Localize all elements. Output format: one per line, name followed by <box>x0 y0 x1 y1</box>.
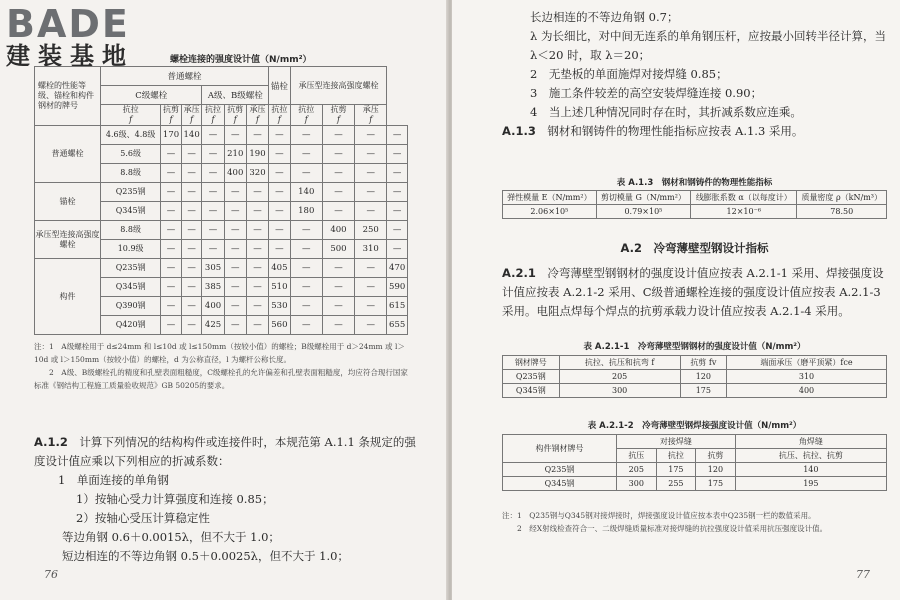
table-cell: 12×10⁻⁶ <box>691 205 797 219</box>
table-cell: — <box>202 183 224 202</box>
table-cell: — <box>290 221 322 240</box>
table-cell: 175 <box>656 463 696 477</box>
clause-number: A.1.2 <box>34 435 68 449</box>
clause-number: A.1.3 <box>502 124 536 138</box>
table-cell: — <box>202 240 224 259</box>
header-cell: 普通螺栓 <box>101 67 269 86</box>
table-body <box>35 126 408 335</box>
table-cell: 205 <box>617 463 657 477</box>
table-cell: — <box>224 316 246 335</box>
symbol: f <box>129 115 133 124</box>
note: 2 A级、B级螺栓孔的精度和孔壁表面粗糙度，C级螺栓孔的允许偏差和孔壁表面粗糙度，均应符合现行国家标准《钢结构工程施工质量验收规范》GB 50205的要求。 <box>34 368 408 390</box>
table-cell: — <box>290 240 322 259</box>
table-cell: 615 <box>387 297 408 316</box>
header-cell: 抗拉 <box>656 449 696 463</box>
table-cell: 530 <box>269 297 291 316</box>
table-caption: 表 A.1.3 钢材和钢铸件的物理性能指标 <box>616 178 773 188</box>
table-cell: 310 <box>355 240 387 259</box>
bolt-strength-table <box>34 66 408 335</box>
table-cell: — <box>224 183 246 202</box>
table-cell: 300 <box>559 384 680 398</box>
header-cell: 抗剪 <box>330 105 347 114</box>
list-item: 1 单面连接的单角钢 <box>58 473 169 487</box>
table-row <box>503 477 887 491</box>
table-cell: 400 <box>322 221 354 240</box>
table-cell: 8.8级 <box>101 164 161 183</box>
logo <box>6 2 176 70</box>
symbol: f <box>211 115 215 124</box>
table-cell: — <box>161 164 182 183</box>
table-cell: 560 <box>269 316 291 335</box>
table-cell: 4.6级、4.8级 <box>101 126 161 145</box>
table-cell: — <box>246 202 268 221</box>
header-cell: 螺栓的性能等级、锚栓和构件钢材的牌号 <box>35 67 101 126</box>
table-cell: — <box>224 240 246 259</box>
table-cell: — <box>387 240 408 259</box>
table-cell: — <box>290 297 322 316</box>
table-cell: — <box>387 202 408 221</box>
table-cell: — <box>181 164 202 183</box>
table-cell: 180 <box>290 202 322 221</box>
table-cell: 425 <box>202 316 224 335</box>
header-cell: 抗拉 <box>298 105 315 114</box>
list-item: 3 施工条件较差的高空安装焊缝连接 0.90； <box>530 86 763 100</box>
table-cell: 5.6级 <box>101 145 161 164</box>
table-cell: — <box>181 278 202 297</box>
header-cell: 抗拉 <box>205 105 222 114</box>
table-cell: — <box>269 164 291 183</box>
table-caption: 螺栓连接的强度设计值（N/mm²） <box>170 55 312 65</box>
table-cell: — <box>202 145 224 164</box>
table-cell: — <box>387 183 408 202</box>
table-cell: 2.06×10⁵ <box>503 205 597 219</box>
table-cell: Q235钢 <box>101 183 161 202</box>
logo-text-cn: 建装基地 <box>6 42 134 70</box>
clause-text: 计算下列情况的结构构件或连接件时，本规范第 A.1.1 条规定的强度设计值应乘以下列相应的折减系数： <box>34 435 416 468</box>
table-cell: — <box>355 183 387 202</box>
table-cell: — <box>181 145 202 164</box>
group-cell: 构件 <box>35 259 101 335</box>
header-cell: 抗剪 <box>696 449 736 463</box>
physical-properties-table <box>502 190 887 219</box>
table-cell: — <box>269 240 291 259</box>
note: 2 经X射线检查符合一、二级焊缝质量标准对接焊缝的抗拉强度设计值采用抗压强度设计值。 <box>502 524 828 533</box>
table-cell: — <box>355 297 387 316</box>
list-item: 等边角钢 0.6＋0.0015λ，但不大于 1.0； <box>62 530 280 544</box>
table-cell: — <box>290 126 322 145</box>
list-item: 1）按轴心受力计算强度和连接 0.85； <box>76 492 274 506</box>
header-cell: 质量密度 ρ（kN/m³） <box>797 191 887 205</box>
table-cell: — <box>246 221 268 240</box>
table-cell: — <box>224 259 246 278</box>
symbol: f <box>336 115 340 124</box>
header-cell: 线膨胀系数 α（以每度计） <box>691 191 797 205</box>
table-cell: — <box>269 221 291 240</box>
steel-strength-table <box>502 355 887 398</box>
header-cell: 承压 <box>362 105 379 114</box>
header-cell: 抗拉 <box>122 105 139 114</box>
table-cell: 140 <box>735 463 886 477</box>
table-cell: 310 <box>727 370 887 384</box>
table-cell: 175 <box>696 477 736 491</box>
table-notes <box>34 340 414 392</box>
group-cell: 锚栓 <box>35 183 101 221</box>
symbol: f <box>369 115 373 124</box>
table-cell: — <box>246 297 268 316</box>
table-cell: — <box>161 183 182 202</box>
table-cell: 405 <box>269 259 291 278</box>
table-cell: — <box>181 183 202 202</box>
left-page <box>0 0 448 600</box>
table-cell: Q345钢 <box>503 384 560 398</box>
table-cell: — <box>322 126 354 145</box>
table-cell: 0.79×10⁵ <box>596 205 690 219</box>
right-page <box>452 0 900 600</box>
table-caption: 表 A.2.1-1 冷弯薄壁型钢钢材的强度设计值（N/mm²） <box>583 342 806 352</box>
table-cell: — <box>161 221 182 240</box>
table-cell: 400 <box>202 297 224 316</box>
list-item: 2 无垫板的单面施焊对接焊缝 0.85； <box>530 67 728 81</box>
header-cell: 剪切模量 G（N/mm²） <box>596 191 690 205</box>
table-cell: — <box>355 126 387 145</box>
header-cell: 抗压 <box>617 449 657 463</box>
table-caption: 表 A.2.1-2 冷弯薄壁型钢焊接强度设计值（N/mm²） <box>587 421 802 431</box>
table-cell: — <box>202 164 224 183</box>
table-cell: 385 <box>202 278 224 297</box>
table-cell: — <box>355 164 387 183</box>
page-number: 76 <box>44 568 58 581</box>
table-cell: — <box>322 145 354 164</box>
table-cell: 250 <box>355 221 387 240</box>
table-cell: Q235钢 <box>503 370 560 384</box>
table-row <box>35 126 408 145</box>
clause-continued <box>502 8 887 141</box>
table-cell: 300 <box>617 477 657 491</box>
weld-strength-table <box>502 434 887 491</box>
table-cell: 510 <box>269 278 291 297</box>
symbol: f <box>169 115 173 124</box>
table-cell: — <box>202 202 224 221</box>
table-cell: — <box>224 278 246 297</box>
clause-a112 <box>34 433 424 566</box>
table-cell: 120 <box>696 463 736 477</box>
table-cell: 305 <box>202 259 224 278</box>
table-cell: — <box>224 202 246 221</box>
table-cell: — <box>322 259 354 278</box>
table-cell: — <box>246 126 268 145</box>
section-heading: A.2 冷弯薄壁型钢设计指标 <box>620 241 769 255</box>
table-row <box>503 370 887 384</box>
table-cell: — <box>161 316 182 335</box>
table-cell: — <box>355 202 387 221</box>
table-cell: 10.9级 <box>101 240 161 259</box>
table-cell: — <box>355 316 387 335</box>
table-notes <box>502 509 887 535</box>
group-cell: 普通螺栓 <box>35 126 101 183</box>
table-cell: — <box>269 145 291 164</box>
clause-text: 冷弯薄壁型钢钢材的强度设计值应按表 A.2.1-1 采用、焊接强度设计值应按表 A.2.1-2 采用、C级普通螺栓连接的强度设计值应按表 A.2.1-3 采用。电阻点焊每个焊点的抗剪承载力设计值应按表 A.2.1-4 采用。 <box>502 266 884 318</box>
table-cell: — <box>322 297 354 316</box>
table-cell: — <box>181 221 202 240</box>
table-cell: — <box>322 278 354 297</box>
table-row <box>503 463 887 477</box>
header-cell: 钢材牌号 <box>503 356 560 370</box>
table-cell: 205 <box>559 370 680 384</box>
table-row <box>35 183 408 202</box>
table-cell: — <box>290 259 322 278</box>
header-cell: 对接焊缝 <box>617 435 736 449</box>
table-cell: 320 <box>246 164 268 183</box>
table-cell: — <box>224 221 246 240</box>
table-cell: — <box>387 164 408 183</box>
header-cell: A级、B级螺栓 <box>202 86 269 105</box>
table-row <box>35 259 408 278</box>
table-cell: — <box>161 240 182 259</box>
table-cell: — <box>355 278 387 297</box>
header-cell: 抗压、抗拉、抗剪 <box>735 449 886 463</box>
clause-number: A.2.1 <box>502 266 536 280</box>
table-cell: — <box>387 221 408 240</box>
symbol: f <box>190 115 194 124</box>
table-cell: — <box>181 202 202 221</box>
table-cell: — <box>322 316 354 335</box>
group-cell: 承压型连接高强度螺栓 <box>35 221 101 259</box>
table-cell: — <box>246 240 268 259</box>
table-cell: — <box>387 145 408 164</box>
table-cell: 170 <box>161 126 182 145</box>
table-cell: 210 <box>224 145 246 164</box>
table-row <box>35 221 408 240</box>
table-cell: 140 <box>290 183 322 202</box>
table-cell: 655 <box>387 316 408 335</box>
table-cell: — <box>290 164 322 183</box>
table-cell: — <box>290 316 322 335</box>
table-cell: Q390钢 <box>101 297 161 316</box>
header-cell: 构件钢材牌号 <box>503 435 617 463</box>
list-item: 2）按轴心受压计算稳定性 <box>76 511 210 525</box>
list-item: 4 当上述几种情况同时存在时，其折减系数应连乘。 <box>530 105 802 119</box>
table-cell: — <box>161 259 182 278</box>
table-cell: 470 <box>387 259 408 278</box>
header-cell: 抗拉、抗压和抗弯 f <box>559 356 680 370</box>
table-cell: Q345钢 <box>101 202 161 221</box>
header-cell: 弹性模量 E（N/mm²） <box>503 191 597 205</box>
table-cell: — <box>322 202 354 221</box>
list-item: 短边相连的不等边角钢 0.5＋0.0025λ，但不大于 1.0； <box>62 549 349 563</box>
table-cell: Q345钢 <box>503 477 617 491</box>
table-cell: — <box>269 183 291 202</box>
symbol: f <box>277 115 281 124</box>
header-cell: 抗剪 fv <box>680 356 726 370</box>
table-cell: Q345钢 <box>101 278 161 297</box>
header-cell: 承压 <box>249 105 266 114</box>
clause-text: 钢材和钢铸件的物理性能指标应按表 A.1.3 采用。 <box>547 124 804 138</box>
header-cell: 抗剪 <box>227 105 244 114</box>
table-cell: 500 <box>322 240 354 259</box>
symbol: f <box>256 115 259 124</box>
table-cell: — <box>181 316 202 335</box>
table-cell: Q420钢 <box>101 316 161 335</box>
table-cell: — <box>322 164 354 183</box>
table-cell: — <box>181 240 202 259</box>
symbol: f <box>304 115 308 124</box>
table-cell: — <box>202 126 224 145</box>
text-line: 长边相连的不等边角钢 0.7； <box>530 10 679 24</box>
table-cell: — <box>246 316 268 335</box>
table-cell: Q235钢 <box>101 259 161 278</box>
table-cell: — <box>181 259 202 278</box>
table-cell: 120 <box>680 370 726 384</box>
table-cell: 175 <box>680 384 726 398</box>
symbol: f <box>233 115 237 124</box>
page-number: 77 <box>856 568 870 581</box>
table-cell: — <box>161 297 182 316</box>
logo-text-en: BADE <box>6 2 130 46</box>
table-cell: — <box>269 202 291 221</box>
table-cell: — <box>224 126 246 145</box>
table-cell: — <box>224 297 246 316</box>
table-cell: — <box>290 145 322 164</box>
table-cell: — <box>269 126 291 145</box>
header-cell: 抗剪 <box>163 105 180 114</box>
table-cell: — <box>181 297 202 316</box>
table-cell: — <box>387 126 408 145</box>
table-row <box>503 384 887 398</box>
table-cell: 590 <box>387 278 408 297</box>
header-cell: 承压型连接高强度螺栓 <box>290 67 387 105</box>
table-cell: — <box>246 278 268 297</box>
table-cell: — <box>161 202 182 221</box>
table-cell: 400 <box>727 384 887 398</box>
table-cell: Q235钢 <box>503 463 617 477</box>
header-cell: 端面承压（磨平顶紧）fce <box>727 356 887 370</box>
table-cell: 400 <box>224 164 246 183</box>
table-cell: 190 <box>246 145 268 164</box>
header-cell: 锚栓 <box>269 67 291 105</box>
note: 注：1 A级螺栓用于 d≤24mm 和 l≤10d 或 l≤150mm（按较小值）的螺栓；B级螺栓用于 d＞24mm 或 l＞10d 或 l＞150mm（按较小值）的螺栓，d 为公称直径，l 为螺杆公称长度。 <box>34 342 405 364</box>
table-cell: 140 <box>181 126 202 145</box>
table-cell: 8.8级 <box>101 221 161 240</box>
table-cell: — <box>355 145 387 164</box>
note: 注：1 Q235钢与Q345钢对接焊接时，焊接强度设计值应按本表中Q235钢一栏的数值采用。 <box>502 511 816 520</box>
table-cell: — <box>290 278 322 297</box>
table-cell: — <box>246 259 268 278</box>
header-cell: C级螺栓 <box>101 86 202 105</box>
header-cell: 角焊缝 <box>735 435 886 449</box>
table-cell: — <box>161 145 182 164</box>
table-cell: — <box>355 259 387 278</box>
text-line: λ 为长细比，对中间无连系的单角钢压杆，应按最小回转半径计算，当 λ＜20 时，取 λ＝20； <box>530 29 886 62</box>
header-cell: 承压 <box>183 105 200 114</box>
clause-a21 <box>502 264 887 321</box>
table-cell: — <box>202 221 224 240</box>
table-cell: 78.50 <box>797 205 887 219</box>
header-cell: 抗拉 <box>271 105 288 114</box>
table-cell: — <box>161 278 182 297</box>
table-cell: — <box>322 183 354 202</box>
table-cell: — <box>246 183 268 202</box>
table-cell: 255 <box>656 477 696 491</box>
table-cell: 195 <box>735 477 886 491</box>
